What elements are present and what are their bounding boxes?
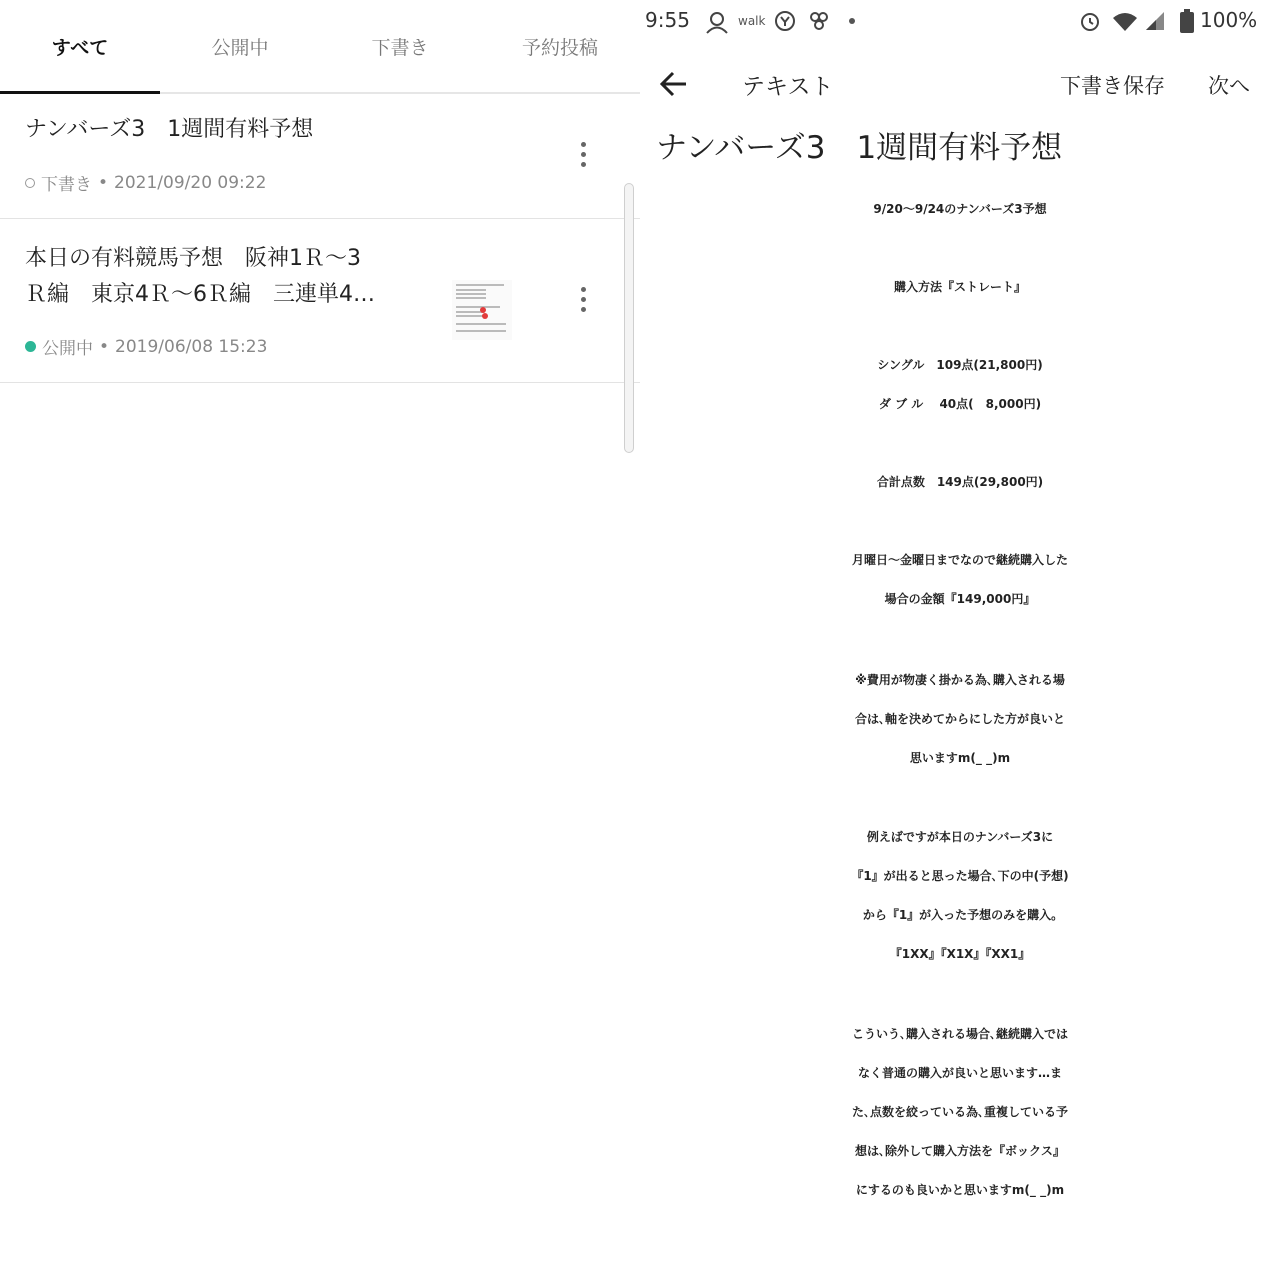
- next-button[interactable]: 次へ: [1208, 74, 1250, 98]
- avatar-icon: [704, 10, 730, 34]
- meta-separator: •: [98, 172, 109, 193]
- tab-all[interactable]: すべて: [0, 0, 160, 92]
- body-line: た､点数を絞っている為､重複している予: [851, 1105, 1068, 1119]
- alarm-icon: [1078, 9, 1102, 33]
- post-datetime: 2021/09/20 09:22: [114, 172, 267, 193]
- body-line: ダ ブ ル 40点( 8,000円): [878, 397, 1042, 411]
- tab-scheduled[interactable]: 予約投稿: [521, 36, 598, 59]
- published-status-icon: [25, 341, 36, 352]
- post-meta: [25, 334, 267, 359]
- more-options-icon[interactable]: [568, 134, 598, 174]
- post-title: ナンバーズ3 1週間有料予想: [25, 117, 314, 142]
- save-draft-button[interactable]: 下書き保存: [1060, 74, 1165, 98]
- more-options-icon[interactable]: [568, 279, 598, 319]
- body-line: 想は､除外して購入方法を『ボックス』: [855, 1144, 1065, 1158]
- post-title-line1: 本日の有料競馬予想 阪神1Ｒ～3: [25, 246, 361, 271]
- body-line: にするのも良いかと思いますm(_ _)m: [855, 1183, 1065, 1197]
- body-line: 購入方法『ストレート』: [893, 280, 1026, 294]
- app-bar: [640, 50, 1280, 120]
- post-title-line2: Ｒ編 東京4Ｒ～6Ｒ編 三連単4…: [25, 282, 375, 307]
- tab-published[interactable]: 公開中: [211, 36, 269, 59]
- draft-status-icon: [25, 178, 35, 188]
- document-title[interactable]: ナンバーズ3 1週間有料予想: [656, 130, 1063, 166]
- scrollbar[interactable]: [624, 183, 634, 453]
- body-line: 『1XX』『X1X』『XX1』: [889, 947, 1031, 961]
- body-line: 場合の金額『149,000円』: [884, 592, 1036, 606]
- editor-pane: [640, 0, 1280, 1280]
- body-line: 合計点数 149点(29,800円): [876, 475, 1044, 489]
- clover-icon: [808, 10, 830, 32]
- back-arrow-icon[interactable]: [658, 68, 690, 100]
- battery-level: 100%: [1200, 8, 1258, 32]
- body-line: こういう､購入される場合､継続購入では: [851, 1027, 1068, 1041]
- clock: 9:55: [645, 8, 690, 32]
- signal-icon: [1144, 10, 1166, 32]
- wifi-icon: [1112, 10, 1138, 32]
- status-bar: [640, 0, 1280, 44]
- meta-separator: •: [99, 336, 110, 357]
- post-datetime: 2019/06/08 15:23: [115, 336, 268, 357]
- yahoo-icon: [774, 10, 796, 32]
- body-line: 思いますm(_ _)m: [909, 751, 1011, 765]
- walk-icon: walk: [738, 14, 766, 28]
- body-line: から『1』が入った予想のみを購入｡: [862, 908, 1058, 922]
- tab-drafts[interactable]: 下書き: [371, 36, 429, 59]
- body-line: 『1』が出ると思った場合､下の中(予想): [851, 869, 1069, 883]
- post-item[interactable]: [0, 94, 640, 219]
- post-status: 公開中: [42, 339, 93, 359]
- post-status: 下書き: [41, 175, 92, 195]
- body-line: シングル 109点(21,800円): [877, 358, 1043, 372]
- body-line: 例えばですが本日のナンバーズ3に: [866, 830, 1054, 844]
- page-title: テキスト: [742, 74, 834, 100]
- battery-icon: [1180, 9, 1194, 33]
- body-line: 月曜日～金曜日までなので継続購入した: [851, 553, 1068, 567]
- body-line: ※費用が物凄く掛かる為､購入される場: [855, 673, 1065, 687]
- notification-dot-icon: [848, 17, 856, 25]
- post-item[interactable]: [0, 219, 640, 383]
- post-thumbnail: [452, 280, 512, 340]
- body-line: 9/20～9/24のナンバーズ3予想: [873, 202, 1047, 216]
- filter-tabs: [0, 0, 640, 94]
- body-line: なく普通の購入が良いと思います…ま: [857, 1066, 1062, 1080]
- post-meta: [25, 170, 266, 195]
- body-line: 合は､軸を決めてからにした方が良いと: [854, 712, 1065, 726]
